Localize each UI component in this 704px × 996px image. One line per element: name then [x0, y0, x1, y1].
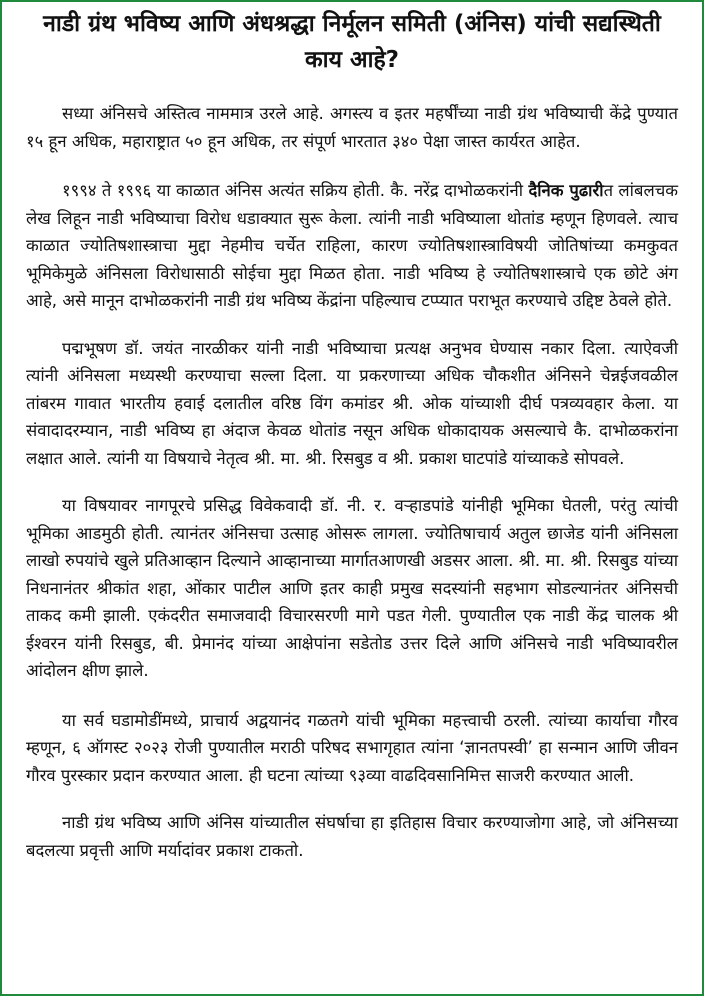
- paragraph-history-1994: [26, 177, 678, 315]
- paragraph-decline: या विषयावर नागपूरचे प्रसिद्ध विवेकवादी डॉ. नी. र. वऱ्हाडपांडे यांनीही भूमिका घेतली, परंतु त्यांची भूमिका आडमुठी होती. त्यानंतर अंनिसचा उत्साह ओसरू लागला. ज्योतिषाचार्य अतुल छाजेड यांनी अंनिसला लाखो रुपयांचे खुले प्रतिआव्हान दिल्याने आव्हानाच्या मार्गातआणखी अडसर आला. श्री. मा. श्री. रिसबुड यांच्या निधनानंतर श्रीकांत शहा, ओंकार पाटील आणि इतर काही प्रमुख सदस्यांनी सहभाग सोडल्यानंतर अंनिसची ताकद कमी झाली. एकंदरीत समाजवादी विचारसरणी मागे पडत गेली. पुण्यातील एक नाडी केंद्र चालक श्री ईश्वरन यांनी रिसबुड, बी. प्रेमानंद यांच्या आक्षेपांना सडेतोड उत्तर दिले आणि अंनिसचे नाडी भविष्यावरील आंदोलन क्षीण झाले.: [26, 496, 678, 680]
- paragraph-history-1994-lead: १९९४ ते १९९६ या काळात अंनिस अत्यंत सक्रिय होती. कै. नरेंद्र दाभोळकरांनी: [62, 181, 529, 200]
- paragraph-conclusion: नाडी ग्रंथ भविष्य आणि अंनिस यांच्यातील संघर्षाचा हा इतिहास विचार करण्याजोगा आहे, जो अंनिसच्या बदलत्या प्रवृत्ती आणि मर्यादांवर प्रकाश टाकतो.: [26, 813, 678, 860]
- paragraph-current-status: सध्या अंनिसचे अस्तित्व नाममात्र उरले आहे. अगस्त्य व इतर महर्षींच्या नाडी ग्रंथ भविष्याची केंद्रे पुण्यात १५ हून अधिक, महाराष्ट्रात ५० हून अधिक, तर संपूर्ण भारतात ३४० पेक्षा जास्त कार्यरत आहेत.: [26, 104, 678, 151]
- newspaper-name: दैनिक पुढारी: [528, 181, 604, 200]
- paragraph-history-1994-rest: त लांबलचक लेख लिहून नाडी भविष्याचा विरोध धडाक्यात सुरू केला. त्यांनी नाडी भविष्याला थोतांड म्हणून हिणवले. त्याच काळात ज्योतिषशास्त्राचा मुद्दा नेहमीच चर्चेत राहिला, कारण ज्योतिषशास्त्राविषयी जोतिषांच्या कमकुवत भूमिकेमुळे अंनिसला विरोधासाठी सोईचा मुद्दा मिळत होता. नाडी भविष्य हे ज्योतिषशास्त्राचे एक छोटे अंग आहे, असे मानून दाभोळकरांनी नाडी ग्रंथ भविष्य केंद्रांना पहिल्याच टप्प्यात पराभूत करण्याचे उद्दिष्ट ठेवले होते.: [26, 181, 678, 310]
- paragraph-galatage-honour: या सर्व घडामोडींमध्ये, प्राचार्य अद्वयानंद गळतगे यांची भूमिका महत्त्वाची ठरली. त्यांच्या कार्याचा गौरव म्हणून, ६ ऑगस्ट २०२३ रोजी पुण्यातील मराठी परिषद सभागृहात त्यांना ‘ज्ञानतपस्वी’ हा सन्मान आणि जीवन गौरव पुरस्कार प्रदान करण्यात आला. ही घटना त्यांच्या ९३व्या वाढदिवसानिमित्त साजरी करण्यात आली.: [26, 710, 678, 785]
- paragraph-narlikar: पद्मभूषण डॉ. जयंत नारळीकर यांनी नाडी भविष्याचा प्रत्यक्ष अनुभव घेण्यास नकार दिला. त्याऐवजी त्यांनी अंनिसला मध्यस्थी करण्याचा सल्ला दिला. या प्रकरणाच्या अधिक चौकशीत अंनिसने चेन्नईजवळील तांबरम गावात भारतीय हवाई दलातील वरिष्ठ विंग कमांडर श्री. ओक यांच्याशी दीर्घ पत्रव्यवहार केला. या संवादादरम्यान, नाडी भविष्य हा अंदाज केवळ थोतांड नसून अधिक धोकादायक असल्याचे कै. दाभोळकरांना लक्षात आले. त्यांनी या विषयाचे नेतृत्व श्री. मा. श्री. रिसबुड व श्री. प्रकाश घाटपांडे यांच्याकडे सोपवले.: [26, 338, 678, 468]
- article-title: नाडी ग्रंथ भविष्य आणि अंधश्रद्धा निर्मूलन समिती (अंनिस) यांची सद्यस्थिती काय आहे?: [43, 11, 661, 73]
